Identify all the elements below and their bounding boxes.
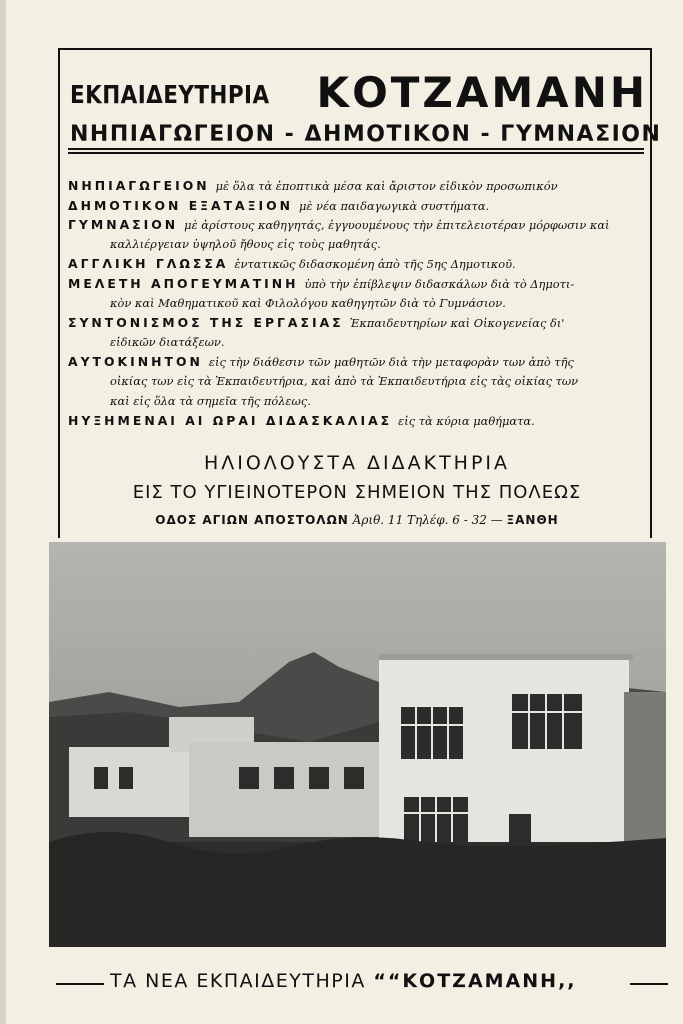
features-list — [68, 176, 644, 431]
feature-heading: ΓΥΜΝΑΣΙΟΝ — [68, 217, 179, 233]
header-divider — [68, 148, 644, 150]
caption-rule-left — [56, 983, 104, 985]
feature-line — [68, 294, 644, 314]
address-street: ΟΔΟΣ ΑΓΙΩΝ ΑΠΟΣΤΟΛΩΝ — [155, 513, 349, 527]
feature-heading: ΑΥΤΟΚΙΝΗΤΟΝ — [68, 354, 203, 370]
address-line — [60, 513, 654, 527]
page-edge — [0, 0, 6, 1024]
headline-healthiest-spot: ΕΙΣ ΤΟ ΥΓΙΕΙΝΟΤΕΡΟΝ ΣΗΜΕΙΟΝ ΤΗΣ ΠΟΛΕΩΣ — [132, 482, 582, 503]
feature-line — [68, 196, 644, 216]
photo-caption — [56, 968, 668, 998]
feature-description: μὲ ὅλα τὰ ἐποπτικὰ μέσα καὶ ἄριστον εἰδικὸν προσωπικόν — [215, 179, 558, 193]
feature-line — [68, 176, 644, 196]
feature-description: εἰς τὰ κύρια μαθήματα. — [398, 414, 535, 429]
feature-description: καλλιέργειαν ὑψηλοῦ ἤθους εἰς τοὺς μαθητάς. — [110, 236, 381, 251]
feature-line — [68, 352, 644, 372]
feature-heading: ΜΕΛΕΤΗ ΑΠΟΓΕΥΜΑΤΙΝΗ — [68, 275, 299, 291]
header-title-row — [70, 68, 648, 118]
feature-line — [68, 372, 644, 392]
feature-line — [68, 235, 644, 255]
feature-line — [68, 274, 644, 294]
feature-heading: ΗΥΞΗΜΕΝΑΙ ΑΙ ΩΡΑΙ ΔΙΔΑΣΚΑΛΙΑΣ — [68, 413, 393, 429]
photo-illustration — [49, 542, 666, 947]
feature-line — [68, 333, 644, 353]
feature-description: μὲ νέα παιδαγωγικὰ συστήματα. — [298, 198, 490, 213]
feature-heading: ΑΓΓΛΙΚΗ ΓΛΩΣΣΑ — [68, 256, 229, 272]
school-building-photo — [49, 542, 666, 947]
address-details: Ἀριθ. 11 Τηλέφ. 6 - 32 — — [352, 513, 503, 527]
feature-line — [68, 313, 644, 333]
feature-description: ἐντατικῶς διδασκομένη ἀπὸ τῆς 5ης Δημοτικοῦ. — [234, 257, 516, 272]
feature-heading: ΔΗΜΟΤΙΚΟΝ ΕΞΑΤΑΞΙΟΝ — [68, 197, 293, 213]
feature-description: οἰκίας των εἰς τὰ Ἐκπαιδευτήρια, καὶ ἀπὸ τὰ Ἐκπαιδευτήρια εἰς τὰς οἰκίας των — [110, 373, 579, 388]
feature-description: καὶ εἰς ὅλα τὰ σημεῖα τῆς πόλεως. — [110, 393, 311, 408]
header-divider — [68, 152, 644, 154]
school-levels: ΝΗΠΙΑΓΩΓΕΙΟΝ - ΔΗΜΟΤΙΚΟΝ - ΓΥΜΝΑΣΙΟΝ — [70, 122, 662, 147]
school-name: ΚΟΤΖΑΜΑΝΗ — [316, 68, 648, 117]
caption-prefix: ΤΑ ΝΕΑ ΕΚΠΑΙΔΕΥΤΗΡΙΑ — [110, 970, 366, 992]
feature-line — [68, 254, 644, 274]
caption-rule-right — [630, 983, 668, 985]
feature-description: Ἐκπαιδευτηρίων καὶ Οἰκογενείας δι' — [349, 316, 565, 331]
advertisement-box — [58, 48, 662, 538]
feature-line — [68, 215, 644, 235]
caption-text — [110, 970, 577, 992]
feature-description: ὑπὸ τὴν ἐπίβλεψιν διδασκάλων διὰ τὸ Δημοτι- — [304, 276, 575, 291]
feature-heading: ΣΥΝΤΟΝΙΣΜΟΣ ΤΗΣ ΕΡΓΑΣΙΑΣ — [68, 315, 344, 331]
headline-sunny-classrooms: ΗΛΙΟΛΟΥΣΤΑ ΔΙΔΑΚΤΗΡΙΑ — [203, 452, 511, 474]
feature-description: μὲ ἀρίστους καθηγητάς, ἐγγυουμένους τὴν ἐπιτελειοτέραν μόρφωσιν καὶ — [184, 218, 610, 233]
feature-description: κὸν καὶ Μαθηματικοῦ καὶ Φιλολόγου καθηγητῶν διὰ τὸ Γυμνάσιον. — [110, 295, 506, 310]
address-city: ΞΑΝΘΗ — [506, 513, 559, 527]
feature-description: εἰδικῶν διατάξεων. — [110, 334, 225, 349]
feature-line — [68, 392, 644, 412]
header-label: ΕΚΠΑΙΔΕΥΤΗΡΙΑ — [70, 80, 270, 109]
feature-heading: ΝΗΠΙΑΓΩΓΕΙΟΝ — [68, 178, 210, 193]
feature-description: εἰς τὴν διάθεσιν τῶν μαθητῶν διὰ τὴν μεταφορὰν των ἀπὸ τῆς — [208, 355, 574, 370]
caption-school-name: ““ΚΟΤΖΑΜΑΝΗ,, — [373, 970, 577, 992]
feature-line — [68, 411, 644, 431]
